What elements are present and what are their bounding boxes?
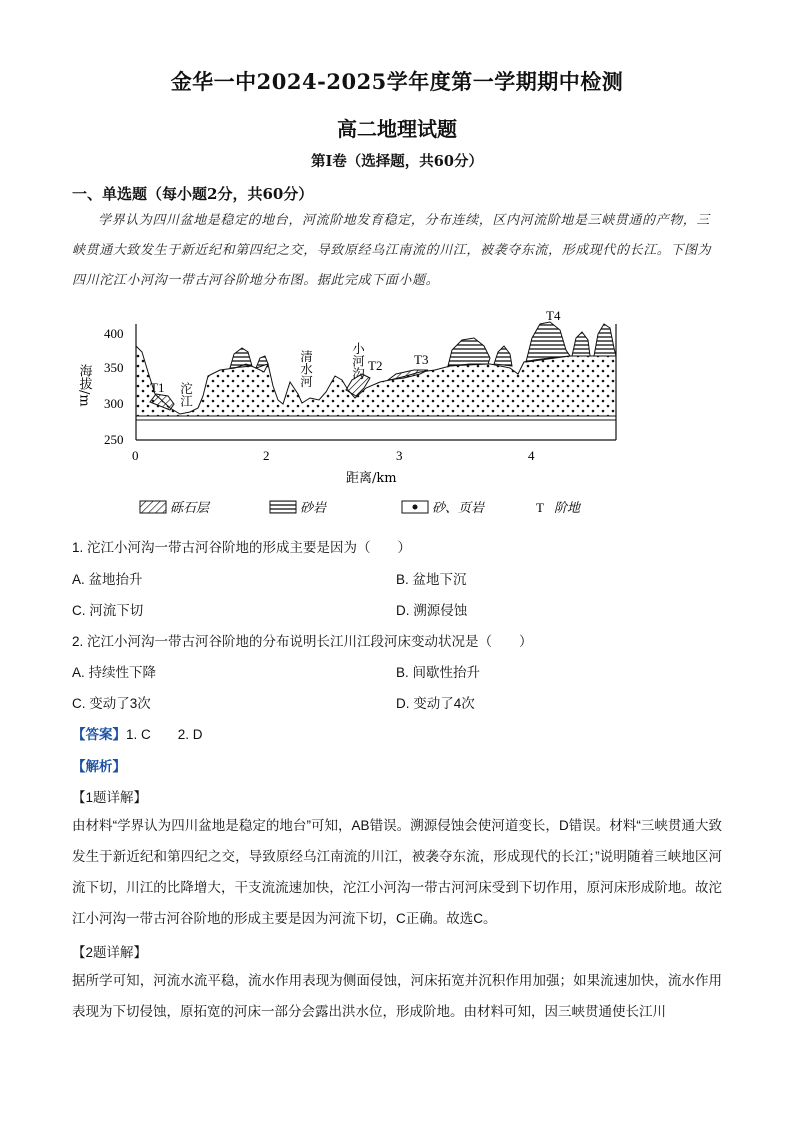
q2-option-b[interactable]: B. 间歇性抬升	[396, 665, 481, 680]
detail-2-text: 据所学可知，河流水流平稳，流水作用表现为侧面侵蚀，河床拓宽并沉积作用加强；如果流速加快，流水作用表现为下切侵蚀，原拓宽的河床一部分会露出洪水位，形成阶地。由材料可知，因三峡贯通使长江川	[72, 973, 722, 1019]
exam-title: 金华一中2024-2025学年度第一学期期中检测	[170, 69, 624, 94]
terrace-profile-diagram	[70, 308, 630, 538]
label-t3: T3	[414, 352, 429, 367]
sandstone-cap-6	[572, 332, 590, 356]
detail-1-heading: 【1题详解】	[72, 790, 148, 805]
sandstone-cap-1	[230, 348, 252, 368]
y-tick-label: 300	[104, 396, 124, 411]
y-tick-label: 400	[104, 326, 124, 341]
legend-shale-label: 砂、页岩	[432, 501, 485, 516]
section-heading: 一、单选题（每小题2分，共60分）	[72, 185, 314, 203]
q1-option-a[interactable]: A. 盆地抬升	[72, 572, 143, 587]
legend-sandstone-label: 砂岩	[300, 501, 327, 516]
label-xiaohegou: 小河沟	[350, 342, 366, 380]
y-tick-label: 350	[104, 360, 124, 375]
q1-option-d[interactable]: D. 溯源侵蚀	[396, 603, 468, 618]
label-t2: T2	[368, 358, 383, 373]
question-1-stem: 1. 沱江小河沟一带古河谷阶地的形成主要是因为（ ）	[72, 540, 412, 555]
q1-option-c[interactable]: C. 河流下切	[72, 603, 144, 618]
sandstone-cap-2	[256, 356, 268, 368]
x-tick-label: 3	[396, 448, 403, 463]
label-t4: T4	[546, 308, 561, 323]
x-tick-label: 4	[528, 448, 535, 463]
y-axis-label: 海拔/m	[76, 364, 92, 407]
legend-shale-dot	[413, 505, 418, 510]
subject-title: 高二地理试题	[337, 117, 457, 141]
sandstone-cap-5	[526, 322, 570, 362]
q1-option-b[interactable]: B. 盆地下沉	[396, 572, 467, 587]
label-tuojiang: 沱江	[178, 382, 194, 407]
sandstone-cap-7	[594, 324, 616, 356]
legend-gravel-label: 砾石层	[170, 501, 210, 516]
q2-option-c[interactable]: C. 变动了3次	[72, 696, 151, 711]
answer-text: 1. C 2. D	[126, 727, 203, 742]
legend-sandstone-swatch	[270, 501, 296, 513]
answer-label: 【答案】	[72, 727, 126, 742]
legend-terrace-label: 阶地	[554, 501, 581, 516]
q2-option-d[interactable]: D. 变动了4次	[396, 696, 475, 711]
x-tick-label: 2	[263, 448, 270, 463]
detail-1-text: 由材料“学界认为四川盆地是稳定的地台”可知，AB错误。溯源侵蚀会使河道变长，D错误。材料“三峡贯通大致发生于新近纪和第四纪之交，导致原经乌江南流的川江，被袭夺东流，形成现代的长江；”说明随着三峡地区河流下切，川江的比降增大，干支流流速加快，沱江小河沟一带古河河床受到下切作用，原河床形成阶地。故沱江小河沟一带古河谷阶地的形成主要是因为河流下切，C正确。故选C。	[72, 818, 722, 926]
analysis-heading	[72, 755, 126, 775]
legend-terrace-symbol: T	[536, 500, 544, 515]
analysis-label: 【解析】	[72, 759, 126, 774]
sandstone-cap-3	[448, 338, 490, 366]
detail-2-heading: 【2题详解】	[72, 945, 148, 960]
label-qingshuihe: 清水河	[298, 350, 314, 388]
question-2-stem: 2. 沱江小河沟一带古河谷阶地的分布说明长江川江段河床变动状况是（ ）	[72, 634, 533, 649]
answer-line	[72, 723, 203, 743]
x-axis-label: 距离/km	[346, 471, 397, 486]
sandstone-cap-4	[494, 346, 512, 366]
q2-option-a[interactable]: A. 持续性下降	[72, 665, 157, 680]
x-tick-label: 0	[132, 448, 139, 463]
material-text: 学界认为四川盆地是稳定的地台，河流阶地发育稳定，分布连续，区内河流阶地是三峡贯通的产物，三峡贯通大致发生于新近纪和第四纪之交，导致原经乌江南流的川江，被袭夺东流，形成现代的长江。下图为四川沱江小河沟一带古河谷阶地分布图。据此完成下面小题。	[72, 213, 712, 288]
part-title: 第Ⅰ卷（选择题，共60分）	[311, 153, 483, 170]
label-t1: T1	[150, 380, 165, 395]
legend-gravel-swatch	[140, 501, 166, 513]
y-tick-label: 250	[104, 432, 124, 447]
